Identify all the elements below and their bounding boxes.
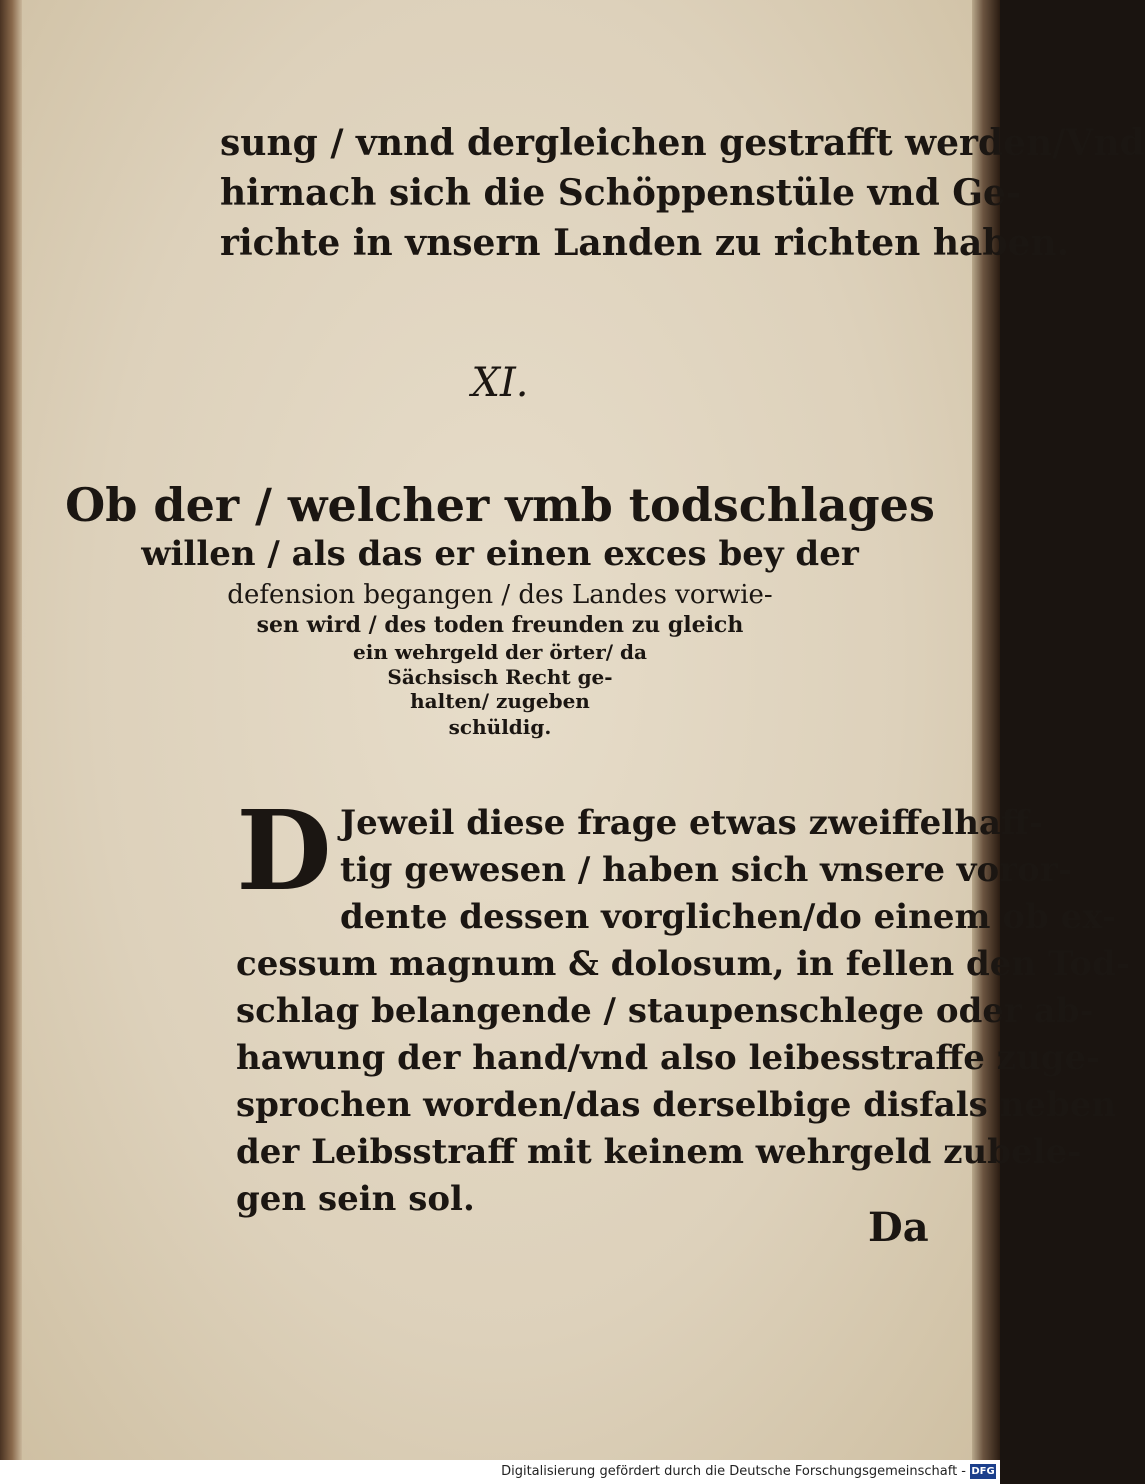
body-line: cessum magnum & dolosum, in fellen den Tod-	[236, 944, 1130, 984]
body-line: Jeweil diese frage etwas zweiffelhaff-	[340, 803, 1043, 843]
body-line: schlag belangende / staupenschlege oder ab-	[236, 991, 1094, 1031]
body-line: der Leibsstraff mit keinem wehrgeld zubele-	[236, 1132, 1082, 1172]
catchword: Da	[868, 1204, 929, 1251]
heading-line: ein wehrgeld der örter/ da	[353, 640, 647, 664]
body-line: hawung der hand/vnd also leibesstraffe zuge-	[236, 1038, 1101, 1078]
decorated-initial: D	[236, 786, 332, 915]
top-line: sung / vnnd dergleichen gestrafft werden/Vnd	[220, 122, 1145, 164]
body-line: tig gewesen / haben sich vnsere voror-	[340, 850, 1072, 890]
heading-line: Sächsisch Recht ge-	[387, 665, 613, 689]
heading-line: defension begangen / des Landes vorwie-	[227, 580, 773, 610]
body-line: sprochen worden/das derselbige disfals neben	[236, 1085, 1117, 1125]
top-line: hirnach sich die Schöppenstüle vnd Ge-	[220, 172, 1021, 214]
top-text-block	[220, 118, 1145, 268]
body-line: dente dessen vorglichen/do einem ob ex-	[340, 897, 1117, 937]
dfg-logo-icon: DFG	[971, 1466, 995, 1477]
digitization-credit: Digitalisierung gefördert durch die Deutsche Forschungsgemeinschaft -	[501, 1464, 966, 1479]
heading-line: schüldig.	[448, 715, 552, 739]
top-line: richte in vnsern Landen zu richten haben.	[220, 222, 1070, 264]
heading-line: willen / als das er einen exces bey der	[141, 534, 859, 574]
heading-line: halten/ zugeben	[410, 689, 590, 713]
body-text-block	[236, 800, 1130, 1223]
heading-line: Ob der / welcher vmb todschlages	[65, 478, 935, 532]
section-number: XI.	[471, 360, 529, 406]
heading-line: sen wird / des toden freunden zu gleich	[256, 612, 744, 638]
body-line: gen sein sol.	[236, 1179, 475, 1219]
